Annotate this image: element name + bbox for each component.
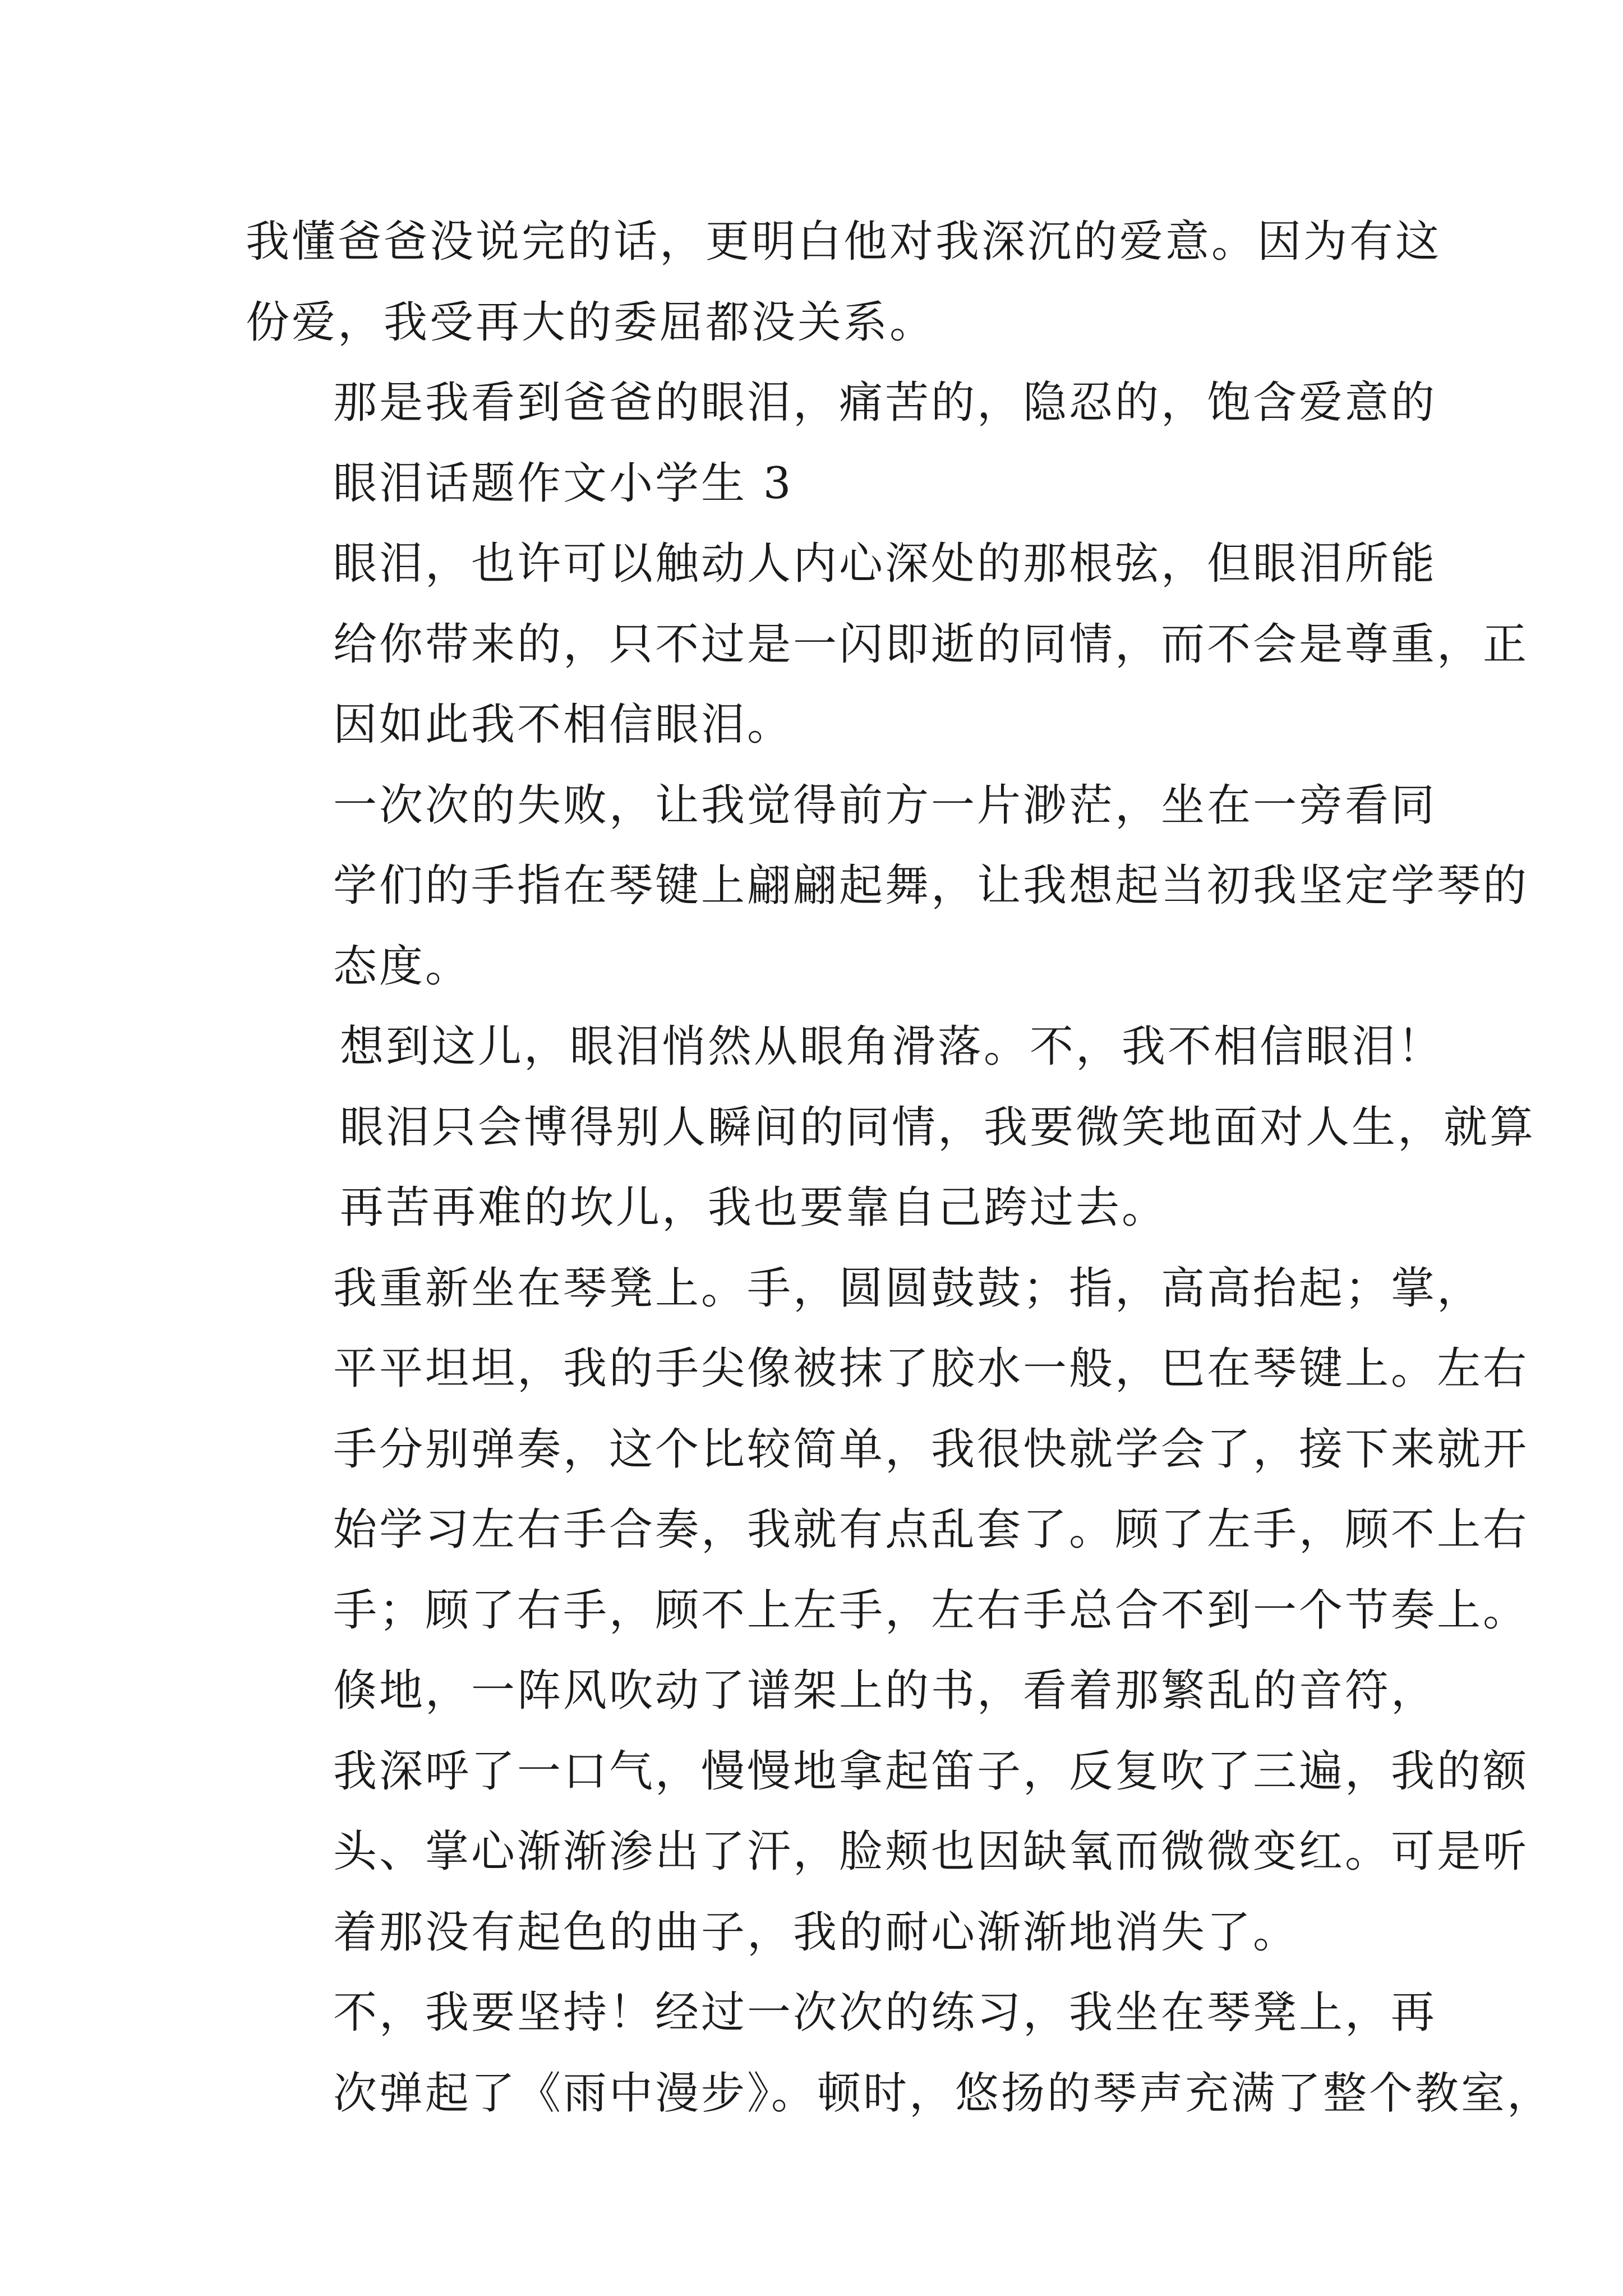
text-line: 我懂爸爸没说完的话，更明白他对我深沉的爱意。因为有这	[246, 217, 1442, 267]
heading-line: 眼泪话题作文小学生 3	[333, 458, 794, 509]
text-line: 再苦再难的坎儿，我也要靠自己跨过去。	[340, 1182, 1168, 1233]
text-line: 始学习左右手合奏，我就有点乱套了。顾了左手，顾不上右	[333, 1504, 1529, 1555]
paragraph-1	[246, 202, 1442, 363]
text-line: 眼泪，也许可以触动人内心深处的那根弦，但眼泪所能	[333, 539, 1437, 589]
section-heading	[246, 444, 1385, 524]
text-line: 想到这儿，眼泪悄然从眼角滑落。不，我不相信眼泪！	[340, 1022, 1444, 1072]
paragraph-2	[246, 363, 1437, 444]
text-line: 我深呼了一口气，慢慢地拿起笛子，反复吹了三遍，我的额	[333, 1746, 1529, 1797]
text-line: 态度。	[333, 941, 472, 992]
text-line: 倏地，一阵风吹动了谱架上的书，看着那繁乱的音符，	[333, 1665, 1437, 1716]
text-line: 份爱，我受再大的委屈都没关系。	[246, 297, 936, 348]
text-line: 我重新坐在琴凳上。手，圆圆鼓鼓；指，高高抬起；掌，	[333, 1263, 1483, 1314]
text-line: 学们的手指在琴键上翩翩起舞，让我想起当初我坚定学琴的	[333, 861, 1529, 911]
text-line: 一次次的失败，让我觉得前方一片渺茫，坐在一旁看同	[333, 780, 1437, 831]
paragraph-4	[246, 766, 1529, 1007]
paragraph-5	[246, 1007, 1536, 1249]
text-line: 因如此我不相信眼泪。	[333, 700, 794, 750]
text-line: 眼泪只会博得别人瞬间的同情，我要微笑地面对人生，就算	[340, 1102, 1536, 1153]
paragraph-3	[246, 524, 1529, 766]
paragraph-7	[246, 1651, 1529, 1973]
text-line: 头、掌心渐渐渗出了汗，脸颊也因缺氧而微微变红。可是听	[333, 1826, 1529, 1877]
text-line: 手；顾了右手，顾不上左手，左右手总合不到一个节奏上。	[333, 1585, 1529, 1636]
text-line: 着那没有起色的曲子，我的耐心渐渐地消失了。	[333, 1907, 1299, 1958]
text-line: 给你带来的，只不过是一闪即逝的同情，而不会是尊重，正	[333, 619, 1529, 670]
paragraph-8	[246, 1973, 1553, 2134]
text-line: 次弹起了《雨中漫步》。顿时，悠扬的琴声充满了整个教室，	[333, 2068, 1553, 2119]
text-line: 不，我要坚持！经过一次次的练习，我坐在琴凳上，再	[333, 1987, 1437, 2038]
text-line: 手分别弹奏，这个比较简单，我很快就学会了，接下来就开	[333, 1424, 1529, 1475]
text-line: 那是我看到爸爸的眼泪，痛苦的，隐忍的，饱含爱意的	[333, 378, 1437, 428]
paragraph-6	[246, 1249, 1529, 1651]
text-line: 平平坦坦，我的手尖像被抹了胶水一般，巴在琴键上。左右	[333, 1343, 1529, 1394]
essay-body	[246, 202, 1553, 2134]
